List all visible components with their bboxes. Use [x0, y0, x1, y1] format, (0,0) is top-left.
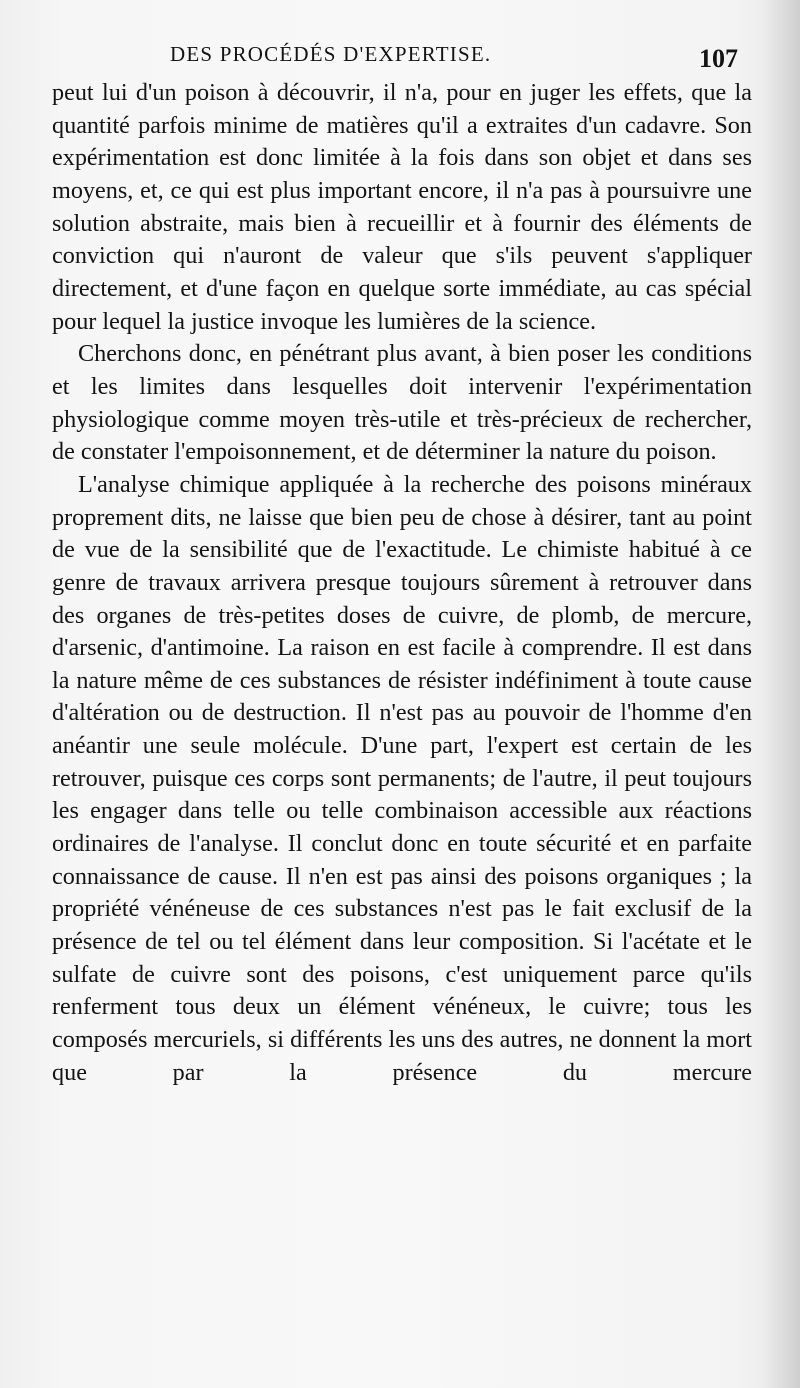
page-header [170, 38, 750, 78]
page-number: 107 [699, 44, 738, 73]
running-head: DES PROCÉDÉS D'EXPERTISE. [170, 42, 492, 66]
paragraph-chemical-analysis: L'analyse chimique appliquée à la recherche des poisons minéraux proprement dits, ne laisse que bien peu de chose à désirer, tant au point de vue de la sensibilité que de l'exactitude. Le chimiste habitué à ce genre de travaux arrivera presque toujours sûrement à retrouver dans des organes de très-petites doses de cuivre, de plomb, de mercure, d'arsenic, d'antimoine. La raison en est facile à comprendre. Il est dans la nature même de ces substances de résister indéfiniment à toute cause d'altération ou de destruction. Il n'est pas au pouvoir de l'homme d'en anéantir une seule molécule. D'une part, l'expert est certain de les retrouver, puisque ces corps sont permanents; de l'autre, il peut toujours les engager dans telle ou telle combinaison accessible aux réactions ordinaires de l'analyse. Il conclut donc en toute sécurité et en parfaite connaissance de cause. Il n'en est pas ainsi des poisons organiques ; la propriété vénéneuse de ces substances n'est pas le fait exclusif de la présence de tel ou tel élément dans leur composition. Si l'acétate et le sulfate de cuivre sont des poisons, c'est uniquement parce qu'ils renferment tous deux un élément vénéneux, le cuivre; tous les composés mercuriels, si différents les uns des autres, ne donnent la mort que par la présence du mercure [52, 470, 752, 1086]
paragraph-experimentation: Cherchons donc, en pénétrant plus avant, à bien poser les conditions et les limites dans lesquelles doit intervenir l'expérimentation physiologique comme moyen très-utile et très-précieux de rechercher, de constater l'empoisonnement, et de déterminer la nature du poison. [52, 340, 752, 466]
body-text [52, 77, 752, 1089]
page-edge-shadow [762, 0, 800, 1388]
paragraph-continuation: peut lui d'un poison à découvrir, il n'a, pour en juger les effets, que la quantité parfois minime de matières qu'il a extraites d'un cadavre. Son expérimentation est donc limitée à la fois dans son objet et dans ses moyens, et, ce qui est plus important encore, il n'a pas à poursuivre une solution abstraite, mais bien à recueillir et à fournir des éléments de conviction qui n'auront de valeur que s'ils peuvent s'appliquer directement, et d'une façon en quelque sorte immédiate, au cas spécial pour lequel la justice invoque les lumières de la science. [52, 79, 752, 335]
